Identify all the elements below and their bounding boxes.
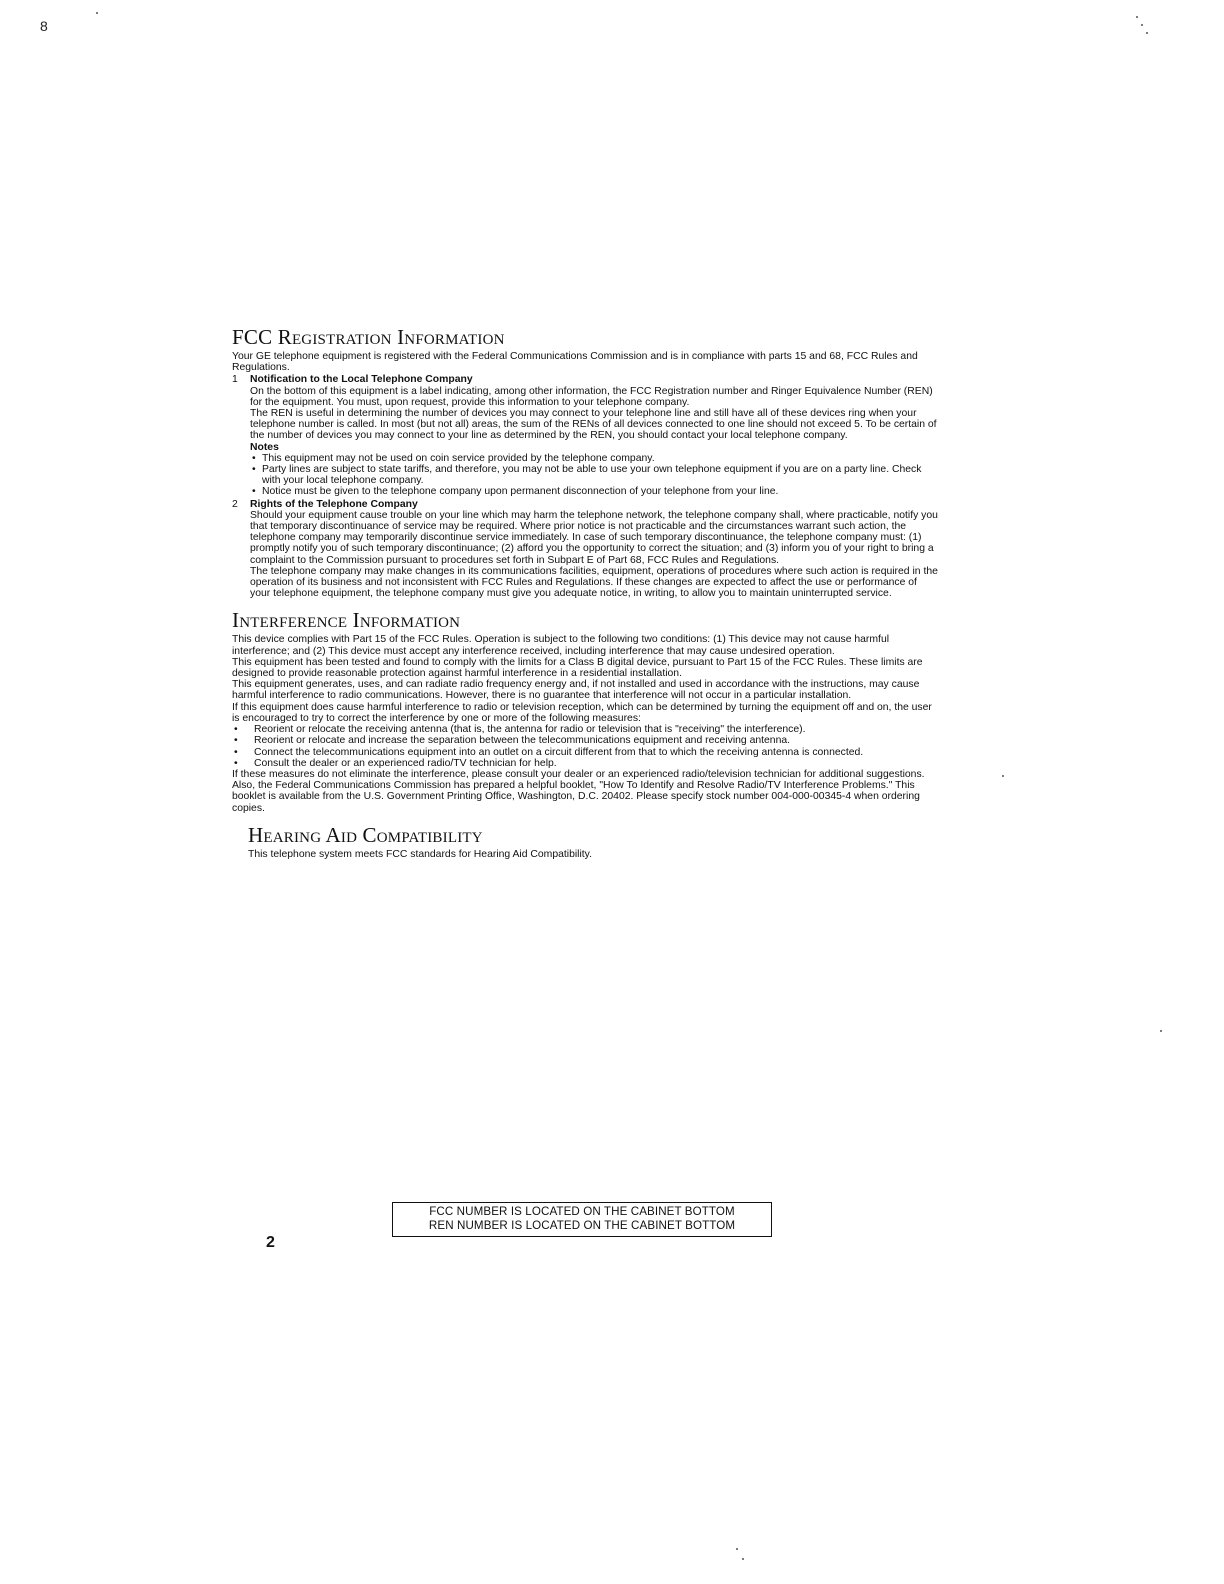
interference-paragraph: This equipment has been tested and found to comply with the limits for a Class B digital device, pursuant to Part 15 of the FCC Rules. These limits are designed to provide reasonable protection against harmful interference in a residential installation. [232, 656, 923, 680]
item-paragraph: On the bottom of this equipment is a label indicating, among other information, the FCC Registration number and Ringer Equivalence Number (REN) for the equipment. You must, upon request, provide this information to your telephone company. [250, 385, 933, 408]
measure-item: • Consult the dealer or an experienced radio/TV technician for help. [232, 758, 940, 769]
corner-page-number: 8 [40, 18, 48, 34]
fcc-registration-section [232, 326, 940, 599]
notes-list [250, 453, 940, 498]
scan-speck [1141, 24, 1143, 26]
note-item: • Party lines are subject to state tariffs, and therefore, you may not be able to use your own telephone equipment if you are on a party line. Check with your local telephone company. [250, 464, 940, 486]
hearing-aid-heading: Hearing Aid Compatibility [248, 822, 483, 847]
item-number: 2 [232, 498, 238, 510]
measure-item: • Reorient or relocate and increase the separation between the telecommunications equipment and receiving antenna. [232, 735, 940, 746]
scan-speck [742, 1558, 744, 1560]
item-title: Notification to the Local Telephone Company [250, 374, 473, 386]
interference-paragraph: This equipment generates, uses, and can radiate radio frequency energy and, if not installed and used in accordance with the instructions, may cause harmful interference to radio communications. However, there is no guarantee that interference will not occur in a particular installation. [232, 679, 920, 702]
item-rights [232, 499, 940, 600]
scan-speck [1002, 775, 1004, 777]
fcc-intro: Your GE telephone equipment is registered with the Federal Communications Commission and is in compliance with parts 15 and 68, FCC Rules and Regulations. [232, 351, 918, 374]
interference-paragraph: If this equipment does cause harmful interference to radio or television reception, which can be determined by turning the equipment off and on, the user is encouraged to try to correct the interference by one or more of the following measures: [232, 701, 932, 724]
interference-closing: If these measures do not eliminate the interference, please consult your dealer or an experienced radio/television technician for additional suggestions. Also, the Federal Communications Commission has prepared a helpful booklet, "How To Identify and Resolve Radio/TV Interference Problems." This booklet is available from the U.S. Government Printing Office, Washington, D.C. 20402. Please specify stock number 004-000-00345-4 when ordering copies. [232, 768, 925, 814]
ren-number-location: REN NUMBER IS LOCATED ON THE CABINET BOTTOM [428, 1219, 736, 1232]
measure-item: • Connect the telecommunications equipment into an outlet on a circuit different from that to which the receiving antenna is connected. [232, 747, 940, 758]
scan-speck [96, 12, 98, 14]
item-paragraph: The REN is useful in determining the number of devices you may connect to your telephone line and still have all of these devices ring when your telephone number is called. In most (but not all) areas, the sum of the RENs of all devices connected to one line should not exceed 5. To be certain of the number of devices you may connect to your line as determined by the REN, you should contact your local telephone company. [250, 408, 937, 442]
note-item: • This equipment may not be used on coin service provided by the telephone company. [250, 453, 940, 464]
interference-section [232, 609, 940, 813]
page-number: 2 [266, 1234, 275, 1251]
scan-speck [1136, 16, 1138, 18]
hearing-aid-section [248, 824, 940, 860]
interference-heading: Interference Information [232, 608, 461, 633]
item-title: Rights of the Telephone Company [250, 498, 418, 510]
item-paragraph: The telephone company may make changes in its communications facilities, equipment, operations of procedures where such action is required in the operation of its business and not inconsistent with FCC Rules and Regulations. If these changes are expected to affect the use or performance of your telephone equipment, the telephone company must give you adequate notice, in writing, to allow you to maintain uninterrupted service. [250, 565, 938, 600]
note-item: • Notice must be given to the telephone company upon permanent disconnection of your telephone from your line. [250, 486, 940, 497]
measures-list [232, 724, 940, 769]
scan-speck [736, 1548, 738, 1550]
hearing-aid-text: This telephone system meets FCC standards for Hearing Aid Compatibility. [248, 848, 592, 860]
item-number: 1 [232, 374, 238, 386]
scan-speck [1146, 32, 1148, 34]
notes-heading: Notes [250, 441, 279, 453]
fcc-number-location: FCC NUMBER IS LOCATED ON THE CABINET BOTTOM [429, 1205, 735, 1218]
interference-paragraph: This device complies with Part 15 of the FCC Rules. Operation is subject to the following two conditions: (1) This device may not cause harmful interference; and (2) This device must accept any interference received, including interference that may cause undesired operation. [232, 634, 890, 657]
fcc-ren-location-box [392, 1202, 772, 1237]
fcc-registration-heading: FCC Registration Information [232, 325, 505, 349]
document-body [232, 326, 940, 860]
measure-item: • Reorient or relocate the receiving antenna (that is, the antenna for radio or television that is "receiving" the interference). [232, 724, 940, 735]
item-notification [232, 374, 940, 441]
scan-speck [1160, 1030, 1162, 1032]
item-paragraph: Should your equipment cause trouble on your line which may harm the telephone network, the telephone company shall, where practicable, notify you that temporary discontinuance of service may be required. Where prior notice is not practicable and the circumstances warrant such action, the telephone company may temporarily discontinue service immediately. In case of such temporary discontinuance, the telephone company must: (1) promptly notify you of such temporary discontinuance; (2) afford you the opportunity to correct the situation; and (3) inform you of your right to bring a complaint to the Commission pursuant to procedures set forth in Subpart E of Part 68, FCC Rules and Regulations. [250, 509, 938, 566]
